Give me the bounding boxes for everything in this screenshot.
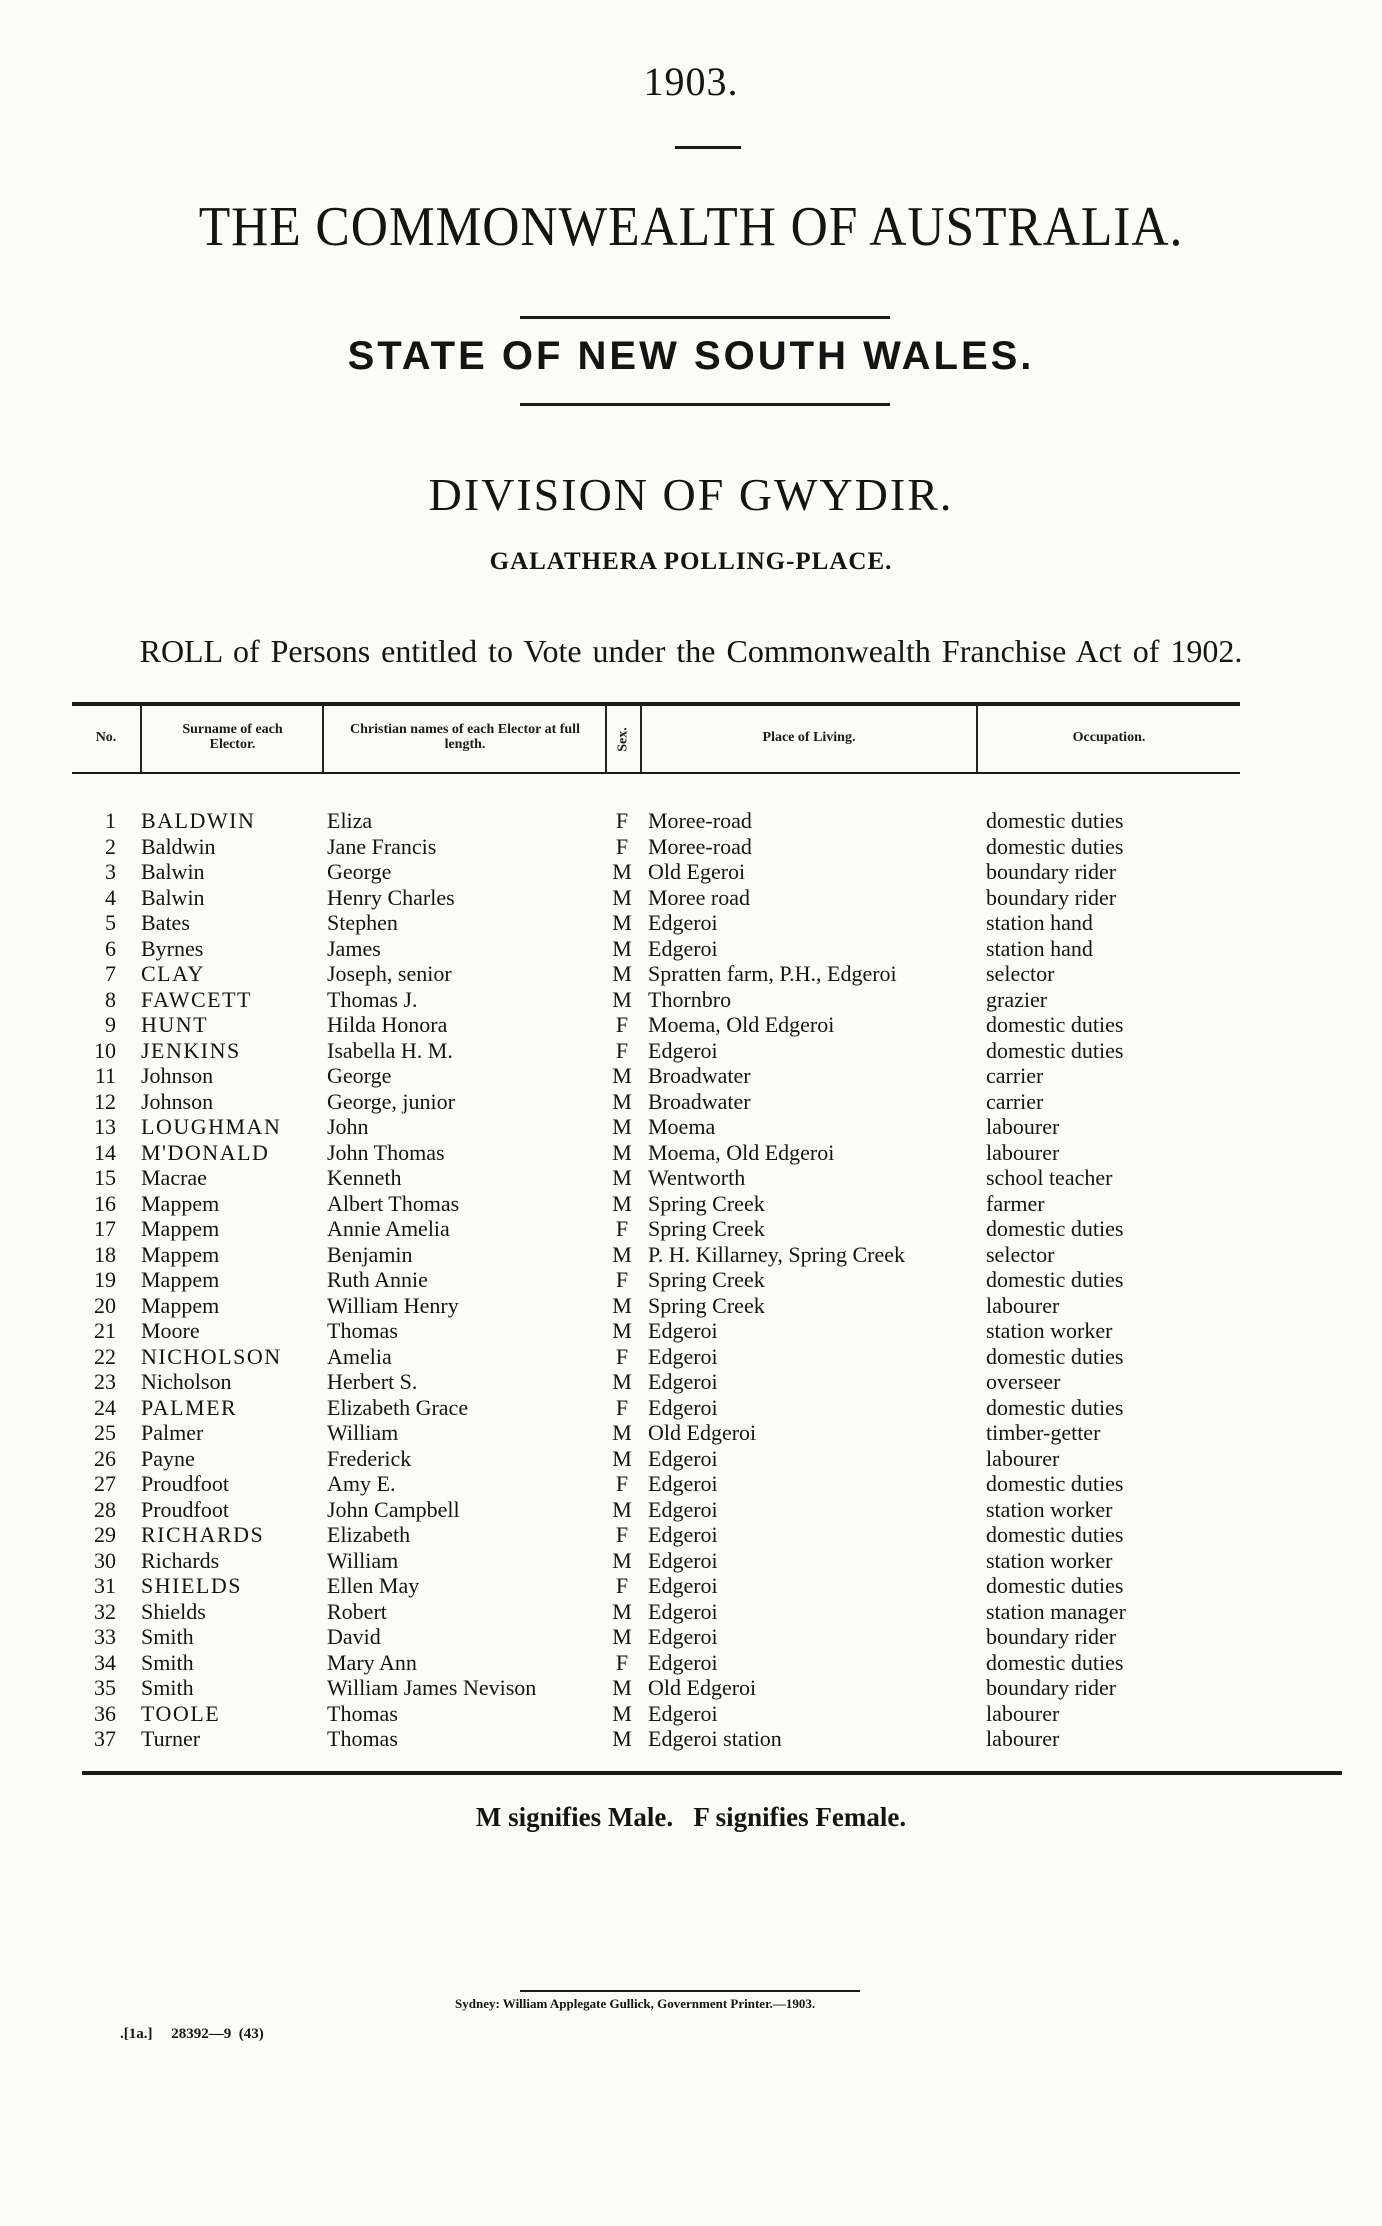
table-row xyxy=(0,1650,1382,1675)
cell-occupation: carrier xyxy=(986,1088,1044,1114)
cell-christian-names: Joseph, senior xyxy=(327,961,452,986)
year: 1903. xyxy=(643,59,739,104)
cell-occupation: labourer xyxy=(986,1445,1060,1471)
cell-place-of-living: Spring Creek xyxy=(648,1216,765,1241)
table-row xyxy=(0,936,1382,961)
cell-occupation: domestic duties xyxy=(986,1216,1124,1241)
cell-christian-names: Amy E. xyxy=(327,1471,396,1496)
cell-surname: BALDWIN xyxy=(141,808,256,833)
col-divider xyxy=(605,705,607,773)
cell-occupation: station worker xyxy=(986,1547,1113,1573)
cell-occupation: domestic duties xyxy=(986,808,1124,833)
cell-sex: M xyxy=(612,1088,632,1114)
cell-place-of-living: Edgeroi xyxy=(648,1624,718,1649)
cell-place-of-living: Edgeroi xyxy=(648,1547,718,1573)
cell-place-of-living: Edgeroi xyxy=(648,1471,718,1496)
cell-christian-names: Isabella H. M. xyxy=(327,1037,453,1063)
cell-surname: LOUGHMAN xyxy=(141,1114,282,1139)
cell-surname: Turner xyxy=(141,1726,201,1751)
table-row xyxy=(0,1573,1382,1598)
cell-surname: Mappem xyxy=(141,1241,220,1267)
col-header-occupation: Occupation. xyxy=(1072,730,1146,745)
cell-christian-names: George xyxy=(327,1063,392,1088)
cell-sex: F xyxy=(615,1012,629,1037)
cell-christian-names: William xyxy=(327,1547,399,1573)
cell-occupation: labourer xyxy=(986,1139,1060,1165)
cell-occupation: labourer xyxy=(986,1114,1060,1139)
cell-occupation: labourer xyxy=(986,1292,1060,1318)
cell-occupation: station worker xyxy=(986,1318,1113,1343)
cell-sex: F xyxy=(615,808,629,833)
cell-sex: F xyxy=(615,1216,629,1241)
cell-christian-names: Annie Amelia xyxy=(327,1216,450,1241)
cell-number: 27 xyxy=(94,1471,116,1496)
cell-surname: Macrae xyxy=(141,1165,207,1190)
cell-sex: M xyxy=(612,986,632,1012)
cell-surname: Shields xyxy=(141,1598,206,1624)
cell-sex: F xyxy=(615,1471,629,1496)
cell-surname: RICHARDS xyxy=(141,1522,265,1547)
cell-occupation: domestic duties xyxy=(986,1522,1124,1547)
cell-number: 25 xyxy=(94,1420,116,1445)
table-row xyxy=(0,1675,1382,1700)
cell-sex: M xyxy=(612,859,632,884)
cell-number: 32 xyxy=(94,1598,116,1624)
cell-sex: M xyxy=(612,1165,632,1190)
cell-christian-names: Elizabeth xyxy=(327,1522,411,1547)
cell-christian-names: Henry Charles xyxy=(327,884,455,910)
cell-number: 19 xyxy=(94,1267,116,1292)
cell-place-of-living: Edgeroi xyxy=(648,1037,718,1063)
cell-number: 28 xyxy=(94,1496,116,1522)
cell-number: 16 xyxy=(94,1190,116,1216)
cell-number: 7 xyxy=(105,961,116,986)
cell-christian-names: Ruth Annie xyxy=(327,1267,428,1292)
cell-number: 29 xyxy=(94,1522,116,1547)
cell-occupation: boundary rider xyxy=(986,1624,1117,1649)
cell-sex: F xyxy=(615,1522,629,1547)
cell-christian-names: Mary Ann xyxy=(327,1649,417,1675)
table-row xyxy=(0,1038,1382,1063)
cell-place-of-living: Spratten farm, P.H., Edgeroi xyxy=(648,961,897,986)
cell-number: 21 xyxy=(94,1318,116,1343)
printer-rule xyxy=(520,1990,860,1992)
cell-sex: M xyxy=(612,1190,632,1216)
cell-christian-names: Benjamin xyxy=(327,1241,413,1267)
cell-surname: Smith xyxy=(141,1649,194,1675)
table-row xyxy=(0,1267,1382,1292)
table-row xyxy=(0,1293,1382,1318)
cell-place-of-living: Edgeroi xyxy=(648,910,718,935)
cell-sex: M xyxy=(612,935,632,961)
cell-place-of-living: Edgeroi xyxy=(648,1700,718,1726)
cell-place-of-living: Edgeroi xyxy=(648,1318,718,1343)
cell-place-of-living: Edgeroi xyxy=(648,1369,718,1394)
division-heading: DIVISION OF GWYDIR. xyxy=(428,469,954,520)
cell-number: 14 xyxy=(94,1139,116,1165)
col-header-surname: Surname of each Elector. xyxy=(182,722,283,752)
cell-occupation: domestic duties xyxy=(986,833,1124,859)
cell-place-of-living: Edgeroi station xyxy=(648,1726,782,1751)
col-header-place: Place of Living. xyxy=(762,730,856,745)
cell-place-of-living: Moree-road xyxy=(648,833,752,859)
cell-sex: F xyxy=(615,1573,629,1598)
cell-christian-names: Thomas xyxy=(327,1700,398,1726)
cell-sex: M xyxy=(612,1114,632,1139)
page-title: THE COMMONWEALTH OF AUSTRALIA. xyxy=(198,196,1184,258)
cell-christian-names: Thomas xyxy=(327,1726,398,1751)
cell-christian-names: Hilda Honora xyxy=(327,1012,448,1037)
cell-place-of-living: Spring Creek xyxy=(648,1267,765,1292)
cell-number: 9 xyxy=(105,1012,116,1037)
cell-occupation: domestic duties xyxy=(986,1471,1124,1496)
cell-surname: Mappem xyxy=(141,1190,220,1216)
col-header-sex: Sex. xyxy=(615,727,631,752)
cell-surname: M'DONALD xyxy=(141,1139,270,1165)
cell-place-of-living: Edgeroi xyxy=(648,1445,718,1471)
cell-occupation: domestic duties xyxy=(986,1012,1124,1037)
table-row xyxy=(0,1471,1382,1496)
cell-sex: M xyxy=(612,1292,632,1318)
cell-place-of-living: Moema xyxy=(648,1114,716,1139)
cell-occupation: selector xyxy=(986,961,1055,986)
cell-surname: Byrnes xyxy=(141,935,204,961)
cell-surname: Payne xyxy=(141,1445,195,1471)
cell-christian-names: Kenneth xyxy=(327,1165,402,1190)
cell-surname: CLAY xyxy=(141,961,205,986)
cell-christian-names: Amelia xyxy=(327,1343,392,1369)
table-row xyxy=(0,987,1382,1012)
cell-number: 35 xyxy=(94,1675,116,1700)
cell-surname: HUNT xyxy=(141,1012,209,1037)
cell-number: 30 xyxy=(94,1547,116,1573)
cell-christian-names: Albert Thomas xyxy=(327,1190,460,1216)
cell-christian-names: Eliza xyxy=(327,808,373,833)
cell-occupation: domestic duties xyxy=(986,1037,1124,1063)
cell-christian-names: David xyxy=(327,1624,381,1649)
table-row xyxy=(0,1369,1382,1394)
cell-sex: M xyxy=(612,1700,632,1726)
cell-sex: M xyxy=(612,1241,632,1267)
cell-sex: F xyxy=(615,1394,629,1420)
cell-number: 22 xyxy=(94,1343,116,1369)
cell-surname: Mappem xyxy=(141,1216,220,1241)
cell-occupation: station hand xyxy=(986,935,1093,961)
cell-occupation: station worker xyxy=(986,1496,1113,1522)
cell-place-of-living: Thornbro xyxy=(648,986,732,1012)
cell-number: 23 xyxy=(94,1369,116,1394)
table-row xyxy=(0,1726,1382,1751)
cell-christian-names: Herbert S. xyxy=(327,1369,418,1394)
cell-christian-names: Ellen May xyxy=(327,1573,420,1598)
cell-occupation: domestic duties xyxy=(986,1573,1124,1598)
cell-sex: M xyxy=(612,1369,632,1394)
cell-christian-names: Thomas J. xyxy=(327,986,418,1012)
cell-place-of-living: Old Edgeroi xyxy=(648,1675,757,1700)
cell-occupation: domestic duties xyxy=(986,1649,1124,1675)
cell-number: 8 xyxy=(105,986,116,1012)
cell-sex: F xyxy=(615,1267,629,1292)
cell-occupation: domestic duties xyxy=(986,1394,1124,1420)
table-row xyxy=(0,1318,1382,1343)
cell-occupation: station manager xyxy=(986,1598,1126,1624)
cell-number: 31 xyxy=(94,1573,116,1598)
cell-surname: Johnson xyxy=(141,1088,214,1114)
cell-sex: M xyxy=(612,1445,632,1471)
cell-place-of-living: Edgeroi xyxy=(648,935,718,961)
cell-place-of-living: Edgeroi xyxy=(648,1598,718,1624)
cell-number: 1 xyxy=(105,808,116,833)
cell-number: 11 xyxy=(94,1063,116,1088)
cell-place-of-living: Moree-road xyxy=(648,808,752,833)
table-row xyxy=(0,1446,1382,1471)
cell-place-of-living: Edgeroi xyxy=(648,1522,718,1547)
cell-christian-names: George, junior xyxy=(327,1088,455,1114)
cell-christian-names: John xyxy=(327,1114,369,1139)
table-row xyxy=(0,1012,1382,1037)
cell-occupation: carrier xyxy=(986,1063,1044,1088)
state-heading: STATE OF NEW SOUTH WALES. xyxy=(347,334,1035,378)
cell-surname: Palmer xyxy=(141,1420,204,1445)
cell-sex: M xyxy=(612,1496,632,1522)
table-row xyxy=(0,859,1382,884)
cell-surname: TOOLE xyxy=(141,1700,221,1726)
cell-sex: M xyxy=(612,1624,632,1649)
cell-surname: Proudfoot xyxy=(141,1496,229,1522)
cell-surname: SHIELDS xyxy=(141,1573,242,1598)
cell-number: 2 xyxy=(105,833,116,859)
cell-occupation: labourer xyxy=(986,1726,1060,1751)
table-row xyxy=(0,1114,1382,1139)
cell-number: 17 xyxy=(94,1216,116,1241)
cell-place-of-living: Old Egeroi xyxy=(648,859,746,884)
cell-sex: F xyxy=(615,1037,629,1063)
table-row xyxy=(0,808,1382,833)
cell-number: 34 xyxy=(94,1649,116,1675)
cell-place-of-living: Edgeroi xyxy=(648,1496,718,1522)
cell-surname: Proudfoot xyxy=(141,1471,229,1496)
table-row xyxy=(0,1701,1382,1726)
cell-place-of-living: Moema, Old Edgeroi xyxy=(648,1012,835,1037)
cell-sex: M xyxy=(612,1318,632,1343)
cell-occupation: overseer xyxy=(986,1369,1061,1394)
cell-christian-names: William xyxy=(327,1420,399,1445)
cell-number: 10 xyxy=(94,1037,116,1063)
cell-place-of-living: Broadwater xyxy=(648,1063,751,1088)
table-row xyxy=(0,1165,1382,1190)
cell-christian-names: Stephen xyxy=(327,910,398,935)
cell-place-of-living: Broadwater xyxy=(648,1088,751,1114)
cell-surname: Bates xyxy=(141,910,190,935)
cell-place-of-living: P. H. Killarney, Spring Creek xyxy=(648,1241,906,1267)
cell-number: 12 xyxy=(94,1088,116,1114)
cell-surname: Smith xyxy=(141,1624,194,1649)
cell-christian-names: John Thomas xyxy=(327,1139,445,1165)
table-bottom-rule xyxy=(82,1771,1342,1775)
cell-place-of-living: Edgeroi xyxy=(648,1394,718,1420)
cell-occupation: domestic duties xyxy=(986,1267,1124,1292)
cell-surname: Mappem xyxy=(141,1292,220,1318)
cell-occupation: school teacher xyxy=(986,1165,1113,1190)
cell-surname: Nicholson xyxy=(141,1369,232,1394)
cell-number: 15 xyxy=(94,1165,116,1190)
cell-sex: M xyxy=(612,1420,632,1445)
cell-surname: FAWCETT xyxy=(141,986,252,1012)
cell-surname: Baldwin xyxy=(141,833,216,859)
roll-title: ROLL of Persons entitled to Vote under the Commonwealth Franchise Act of 1902. xyxy=(139,633,1243,669)
cell-occupation: boundary rider xyxy=(986,884,1117,910)
cell-sex: F xyxy=(615,1343,629,1369)
cell-christian-names: Jane Francis xyxy=(327,833,437,859)
cell-christian-names: James xyxy=(327,935,381,961)
cell-sex: M xyxy=(612,1675,632,1700)
cell-occupation: station hand xyxy=(986,910,1093,935)
table-row xyxy=(0,1242,1382,1267)
cell-sex: M xyxy=(612,1547,632,1573)
table-row xyxy=(0,1548,1382,1573)
cell-sex: M xyxy=(612,1139,632,1165)
table-row xyxy=(0,1089,1382,1114)
cell-occupation: timber-getter xyxy=(986,1420,1101,1445)
cell-number: 4 xyxy=(105,884,116,910)
year-rule xyxy=(675,146,741,149)
cell-number: 6 xyxy=(105,935,116,961)
polling-place-heading: GALATHERA POLLING-PLACE. xyxy=(489,548,893,575)
cell-number: 36 xyxy=(94,1700,116,1726)
cell-number: 3 xyxy=(105,859,116,884)
col-divider xyxy=(322,705,324,773)
cell-christian-names: William James Nevison xyxy=(327,1675,537,1700)
cell-sex: M xyxy=(612,1063,632,1088)
col-header-christian: Christian names of each Elector at full length. xyxy=(350,722,580,752)
cell-surname: Johnson xyxy=(141,1063,214,1088)
cell-occupation: labourer xyxy=(986,1700,1060,1726)
cell-sex: M xyxy=(612,884,632,910)
cell-surname: Balwin xyxy=(141,884,205,910)
state-rule xyxy=(520,403,890,406)
cell-number: 37 xyxy=(94,1726,116,1751)
cell-place-of-living: Moree road xyxy=(648,884,751,910)
cell-surname: PALMER xyxy=(141,1394,238,1420)
cell-place-of-living: Old Edgeroi xyxy=(648,1420,757,1445)
table-row xyxy=(0,1140,1382,1165)
cell-number: 26 xyxy=(94,1445,116,1471)
cell-christian-names: George xyxy=(327,859,392,884)
cell-sex: M xyxy=(612,961,632,986)
cell-christian-names: Thomas xyxy=(327,1318,398,1343)
table-row xyxy=(0,1624,1382,1649)
cell-number: 5 xyxy=(105,910,116,935)
cell-number: 20 xyxy=(94,1292,116,1318)
table-row xyxy=(0,834,1382,859)
cell-christian-names: Frederick xyxy=(327,1445,412,1471)
cell-number: 24 xyxy=(94,1394,116,1420)
table-row xyxy=(0,1420,1382,1445)
cell-occupation: grazier xyxy=(986,986,1048,1012)
cell-number: 33 xyxy=(94,1624,116,1649)
table-row xyxy=(0,1216,1382,1241)
cell-place-of-living: Moema, Old Edgeroi xyxy=(648,1139,835,1165)
cell-place-of-living: Edgeroi xyxy=(648,1573,718,1598)
cell-place-of-living: Spring Creek xyxy=(648,1190,765,1216)
cell-christian-names: Robert xyxy=(327,1598,387,1624)
cell-sex: M xyxy=(612,1726,632,1751)
cell-christian-names: John Campbell xyxy=(327,1496,460,1522)
cell-surname: Smith xyxy=(141,1675,194,1700)
title-rule xyxy=(520,316,890,319)
cell-sex: F xyxy=(615,1649,629,1675)
cell-occupation: selector xyxy=(986,1241,1055,1267)
table-row xyxy=(0,1522,1382,1547)
cell-surname: Mappem xyxy=(141,1267,220,1292)
table-row xyxy=(0,1497,1382,1522)
cell-place-of-living: Edgeroi xyxy=(648,1343,718,1369)
table-row xyxy=(0,1395,1382,1420)
cell-occupation: boundary rider xyxy=(986,1675,1117,1700)
cell-christian-names: William Henry xyxy=(327,1292,459,1318)
cell-surname: NICHOLSON xyxy=(141,1343,282,1369)
table-row xyxy=(0,885,1382,910)
table-row xyxy=(0,1344,1382,1369)
sex-legend: M signifies Male. F signifies Female. xyxy=(475,1802,907,1832)
col-divider xyxy=(140,705,142,773)
cell-sex: F xyxy=(615,833,629,859)
cell-place-of-living: Edgeroi xyxy=(648,1649,718,1675)
cell-surname: Moore xyxy=(141,1318,200,1343)
table-row xyxy=(0,1191,1382,1216)
cell-sex: M xyxy=(612,1598,632,1624)
cell-place-of-living: Wentworth xyxy=(648,1165,746,1190)
cell-number: 18 xyxy=(94,1241,116,1267)
cell-place-of-living: Spring Creek xyxy=(648,1292,765,1318)
table-row xyxy=(0,910,1382,935)
cell-surname: Balwin xyxy=(141,859,205,884)
cell-occupation: domestic duties xyxy=(986,1343,1124,1369)
form-code: .[1a.] 28392—9 (43) xyxy=(120,2026,264,2042)
cell-surname: JENKINS xyxy=(141,1037,241,1063)
col-header-no: No. xyxy=(95,730,117,745)
table-row xyxy=(0,1063,1382,1088)
table-row xyxy=(0,1599,1382,1624)
printer-imprint: Sydney: William Applegate Gullick, Government Printer.—1903. xyxy=(455,1996,816,2011)
table-header-bottom-rule xyxy=(72,772,1240,774)
cell-occupation: farmer xyxy=(986,1190,1045,1216)
table-row xyxy=(0,961,1382,986)
cell-sex: M xyxy=(612,910,632,935)
cell-number: 13 xyxy=(94,1114,116,1139)
cell-occupation: boundary rider xyxy=(986,859,1117,884)
cell-surname: Richards xyxy=(141,1547,220,1573)
table-top-rule xyxy=(72,702,1240,706)
cell-christian-names: Elizabeth Grace xyxy=(327,1394,469,1420)
